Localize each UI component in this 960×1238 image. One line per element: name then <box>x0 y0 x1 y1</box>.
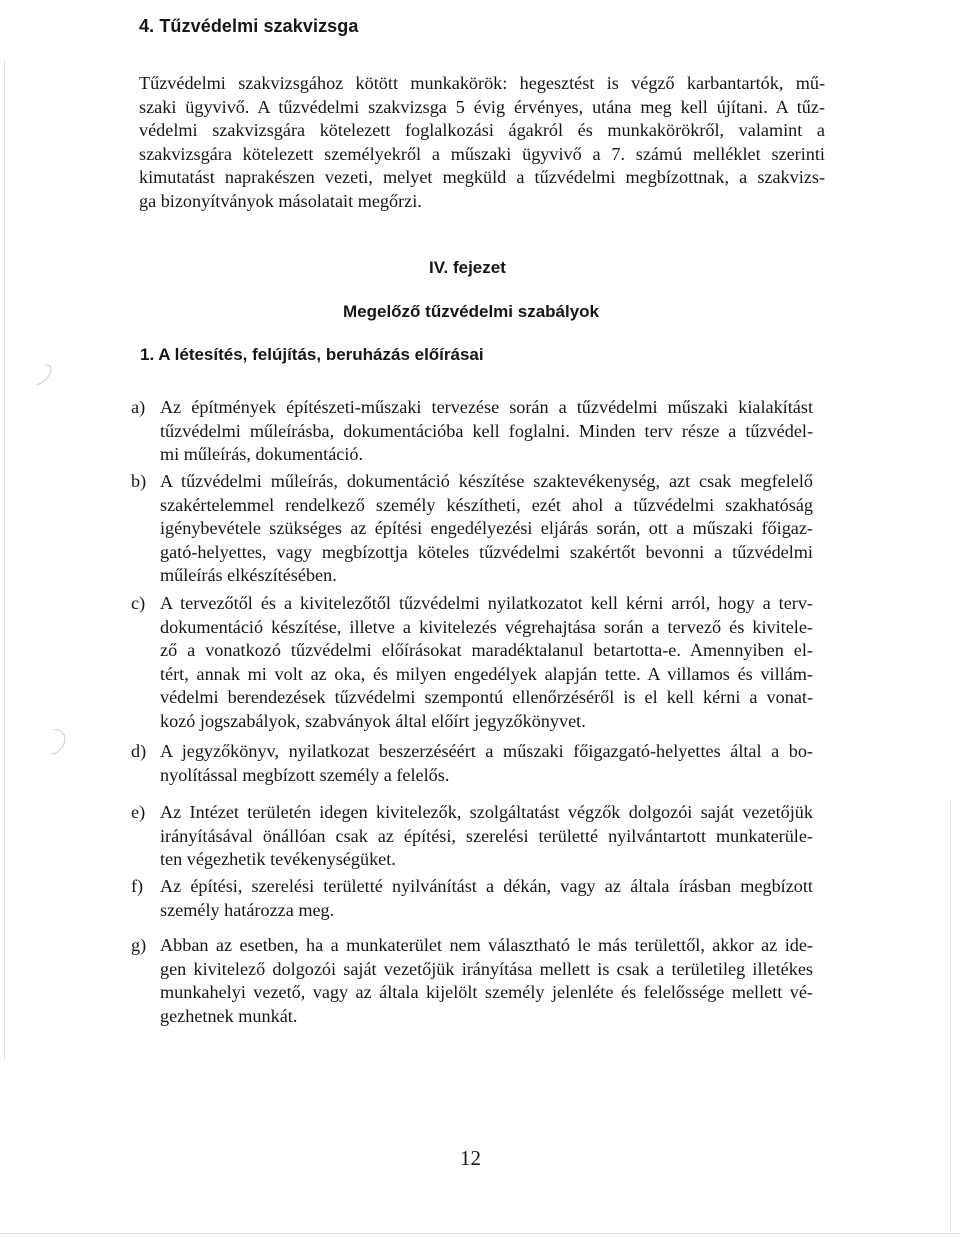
chapter-number: IV. fejezet <box>429 258 506 277</box>
text-line: A jegyzőkönyv, nyilatkozat beszerzéséért a műszaki főigazgató-helyettes által a bo- <box>160 741 813 761</box>
text-line: nyolítással megbízott személy a felelős. <box>160 764 450 785</box>
text-line: kozó jogszabályok, szabványok által előírt jegyzőkönyvet. <box>160 710 586 731</box>
text-line: szaki ügyvivő. A tűzvédelmi szakvizsga 5 évig érvényes, utána meg kell újítani. A tűz- <box>139 96 825 117</box>
scan-artifact-lower <box>36 724 71 760</box>
list-item-a <box>160 396 813 467</box>
chapter-title: Megelőző tűzvédelmi szabályok <box>343 302 600 321</box>
text-line: személy határozza meg. <box>160 899 335 920</box>
text-line: irányításával önállóan csak az építési, szerelési területté nyilvántartott munkaterüle- <box>160 825 813 846</box>
text-line: Az Intézet területén idegen kivitelezők, szolgáltatást végzők dolgozói saját vezetőjük <box>160 802 813 822</box>
scan-edge-right <box>950 800 951 1230</box>
list-item-c <box>160 592 813 734</box>
text-line: Az építmények építészeti-műszaki tervezése során a tűzvédelmi műszaki kialakítást <box>160 397 813 417</box>
list-item-b <box>160 470 813 588</box>
text-line: gató-helyettes, vagy megbízottja köteles tűzvédelmi szakértőt bevonni a tűzvédelmi <box>160 541 813 562</box>
text-line: ző a vonatkozó tűzvédelmi előírásokat maradéktalanul betartotta-e. Amennyiben el- <box>160 640 813 661</box>
item-letter: b) <box>131 471 147 491</box>
list-item-e <box>160 801 813 872</box>
subsection-heading: 1. A létesítés, felújítás, beruházás előírásai <box>140 345 484 364</box>
text-line: igénybevétele szükséges az építési engedélyezési eljárás során, ott a műszaki főigaz- <box>160 518 813 539</box>
text-line: tért, annak mi volt az oka, és milyen engedélyek alapján tette. A villamos és villám- <box>160 663 813 684</box>
text-line: mi műleírás, dokumentáció. <box>160 444 364 465</box>
text-line: szakértelemmel rendelkező személy készítheti, ezét ahol a tűzvédelmi szakhatóság <box>160 494 813 515</box>
item-letter: a) <box>131 397 146 417</box>
list-item-d <box>160 740 813 787</box>
text-line: ten végezhetik tevékenységüket. <box>160 849 396 870</box>
text-line: Abban az esetben, ha a munkaterület nem választható le más területtől, akkor az ide- <box>160 935 813 955</box>
scan-edge-bottom <box>0 1233 960 1234</box>
intro-paragraph <box>139 72 825 214</box>
list-item-f <box>160 875 813 922</box>
item-letter: e) <box>131 802 146 822</box>
text-line: műleírás elkészítésében. <box>160 565 337 586</box>
section-heading: 4. Tűzvédelmi szakvizsga <box>139 16 359 36</box>
item-letter: d) <box>131 741 147 761</box>
item-letter: g) <box>131 935 147 955</box>
text-line: gen kivitelező dolgozói saját vezetőjük irányítása mellett is csak a területileg illetékes <box>160 958 813 979</box>
text-line: dokumentáció készítése, illetve a kivitelezés végrehajtása során a tervező és kivitele- <box>160 616 813 637</box>
item-letter: c) <box>131 593 146 613</box>
text-line: Tűzvédelmi szakvizsgához kötött munkakörök: hegesztést is végző karbantartók, mű- <box>139 73 825 93</box>
text-line: kimutatást naprakészen vezeti, melyet megküld a tűzvédelmi megbízottnak, a szakvizs- <box>139 167 825 188</box>
text-line: Az építési, szerelési területté nyilvánítást a dékán, vagy az általa írásban megbízott <box>160 876 813 896</box>
text-line: ga bizonyítványok másolatait megőrzi. <box>139 190 422 211</box>
text-line: A tűzvédelmi műleírás, dokumentáció készítése szaktevékenység, azt csak megfelelő <box>160 471 813 491</box>
text-line: tűzvédelmi műleírásba, dokumentációba kell foglalni. Minden terv része a tűzvédel- <box>160 420 813 441</box>
text-line: munkahelyi vezető, vagy az általa kijelölt személy jelenléte és felelőssége mellett vé- <box>160 982 813 1003</box>
item-letter: f) <box>131 876 144 896</box>
scan-artifact-upper <box>27 361 55 389</box>
text-line: védelmi szakvizsgára kötelezett foglalkozási ágakról és munkakörökről, valamint a <box>139 120 825 141</box>
text-line: gezhetnek munkát. <box>160 1005 298 1026</box>
text-line: védelmi berendezések tűzvédelmi szempontú ellenőrzéséről is el kell kérni a vonat- <box>160 687 813 708</box>
list-item-g <box>160 934 813 1028</box>
page-number: 12 <box>460 1146 481 1170</box>
text-line: A tervezőtől és a kivitelezőtől tűzvédelmi nyilatkozatot kell kérni arról, hogy a terv- <box>160 593 813 613</box>
text-line: szakvizsgára kötelezett személyekről a műszaki ügyvivő a 7. számú melléklet szerinti <box>139 143 825 164</box>
scan-edge-left <box>4 60 5 1060</box>
